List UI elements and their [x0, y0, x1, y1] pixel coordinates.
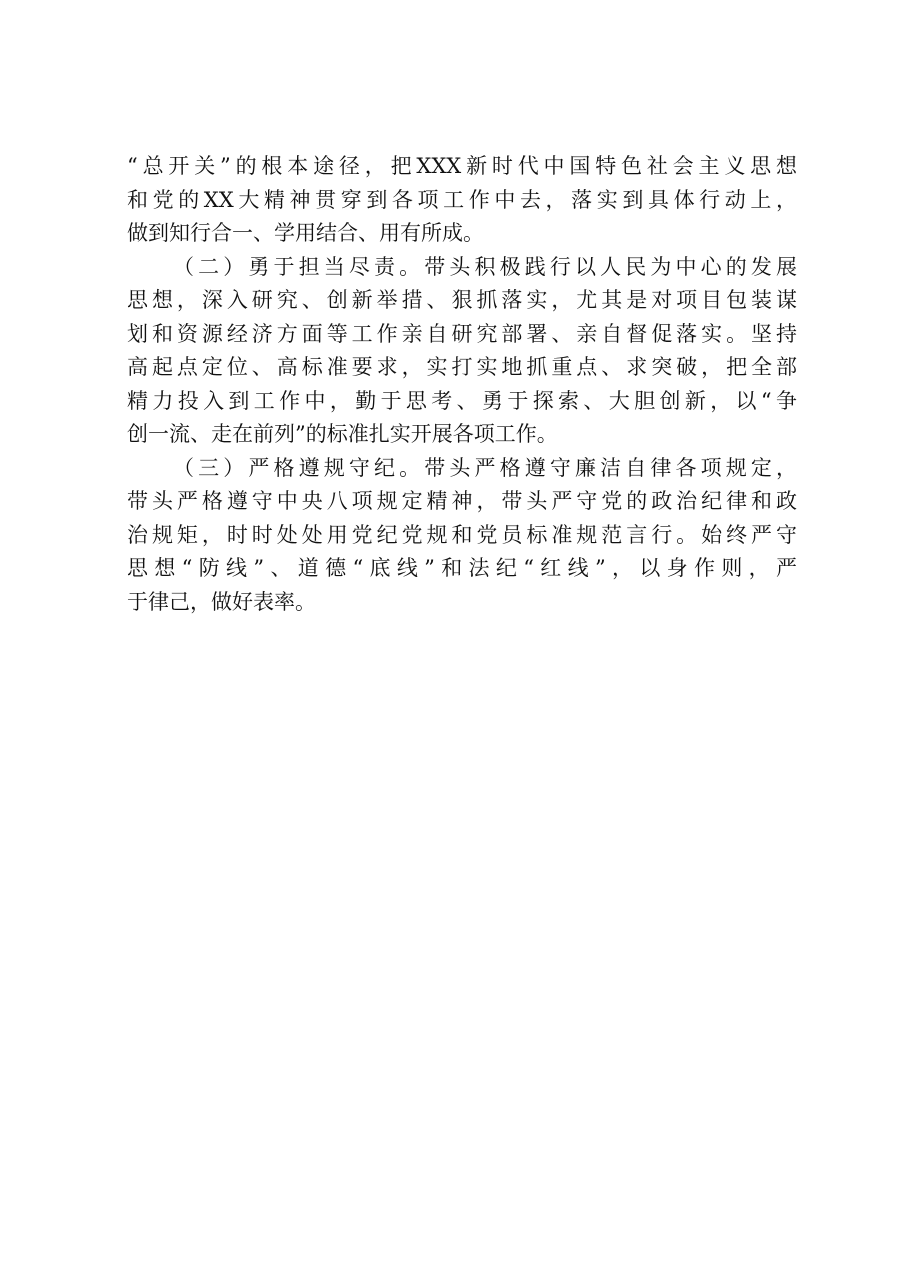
text-line: 思想，深入研究、创新举措、狠抓落实，尤其是对项目包装谋	[127, 288, 797, 312]
text-line: 于律己，做好表率。	[127, 589, 316, 614]
text-line: “总开关”的根本途径，把XXX新时代中国特色社会主义思想	[127, 154, 797, 178]
text-line: 做到知行合一、学用结合、用有所成。	[127, 221, 484, 245]
paragraph-section-2	[127, 251, 797, 452]
text-line: 精力投入到工作中，勤于思考、勇于探索、大胆创新，以“争	[127, 388, 797, 413]
text-line: 和党的XX大精神贯穿到各项工作中去，落实到具体行动上，	[127, 187, 797, 212]
paragraph-continuation	[127, 150, 797, 251]
text-line: 高起点定位、高标准要求，实打实地抓重点、求突破，把全部	[127, 355, 797, 379]
paragraph-section-3	[127, 452, 797, 620]
text-line: 带头严格遵守中央八项规定精神，带头严守党的政治纪律和政	[127, 489, 797, 513]
text-line: （三）严格遵规守纪。带头严格遵守廉洁自律各项规定，	[173, 455, 797, 480]
text-line: 创一流、走在前列”的标准扎实开展各项工作。	[127, 422, 558, 446]
text-line: 划和资源经济方面等工作亲自研究部署、亲自督促落实。坚持	[127, 321, 797, 346]
document-body	[127, 150, 797, 619]
text-line: 思想“防线”、道德“底线”和法纪“红线”，以身作则，严	[127, 556, 797, 580]
text-line: （二）勇于担当尽责。带头积极践行以人民为中心的发展	[173, 254, 797, 279]
text-line: 治规矩，时时处处用党纪党规和党员标准规范言行。始终严守	[127, 522, 797, 547]
